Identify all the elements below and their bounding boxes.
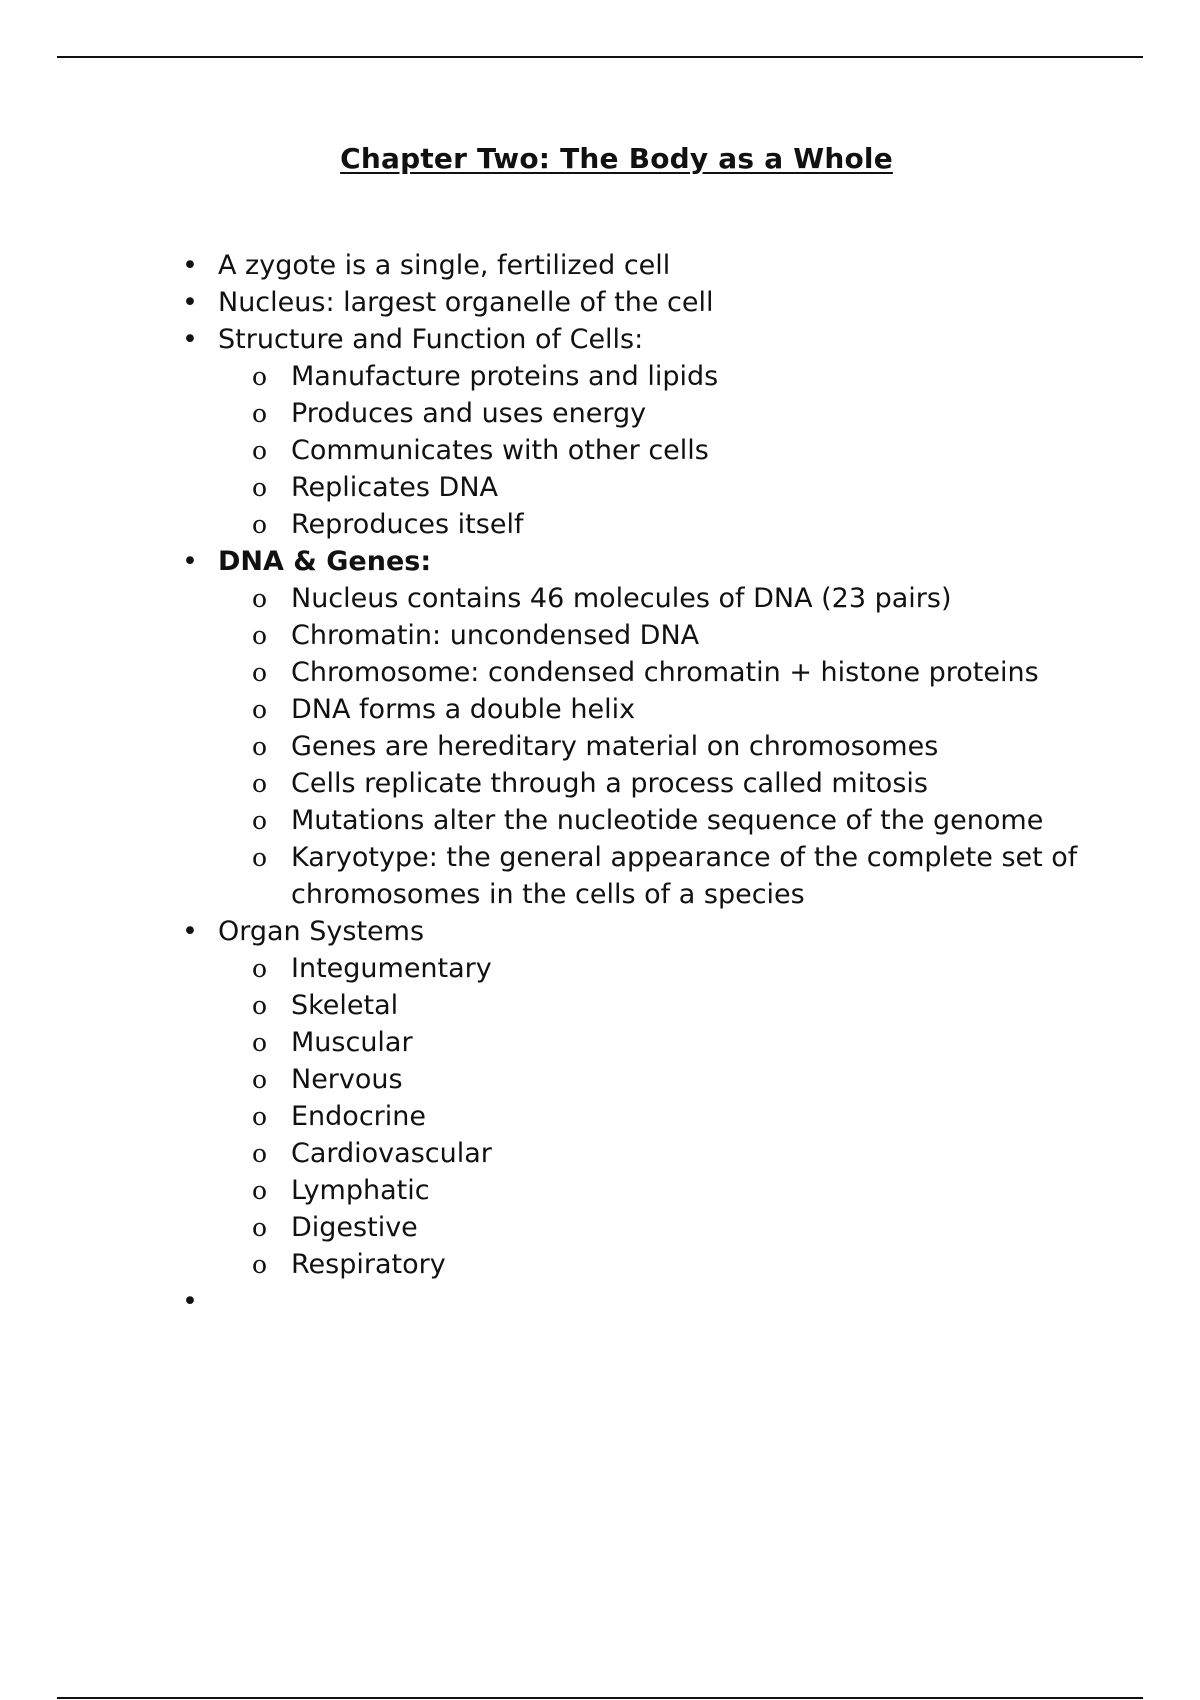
sub-list-item — [218, 1135, 1151, 1172]
bullet-list — [0, 247, 1200, 1317]
sub-list-item-text: Muscular — [291, 1027, 413, 1058]
sub-bullet-icon: o — [252, 991, 268, 1020]
sub-list-item-text: Cells replicate through a process called mitosis — [291, 768, 928, 799]
sub-bullet-icon: o — [252, 1028, 268, 1057]
bullet-icon: • — [182, 287, 198, 318]
sub-list-item-text: Endocrine — [291, 1101, 426, 1132]
sub-bullet-icon: o — [252, 732, 268, 761]
sub-bullet-icon: o — [252, 695, 268, 724]
sub-list-item-text: Manufacture proteins and lipids — [291, 361, 719, 392]
sub-list-item-text: Integumentary — [291, 953, 492, 984]
sub-list-item — [218, 691, 1151, 728]
list-item — [0, 284, 1200, 321]
sub-bullet-icon: o — [252, 769, 268, 798]
list-item — [0, 543, 1200, 913]
sub-list-item-text: Respiratory — [291, 1249, 446, 1280]
sub-list-item — [218, 802, 1151, 839]
sub-list-item — [218, 506, 1151, 543]
sub-bullet-icon: o — [252, 1102, 268, 1131]
page-title: Chapter Two: The Body as a Whole — [340, 142, 893, 175]
header-rule — [57, 56, 1143, 58]
sub-list-item-text: Cardiovascular — [291, 1138, 492, 1169]
sub-bullet-icon: o — [252, 399, 268, 428]
sub-list-item — [218, 1246, 1151, 1283]
sub-list-item — [218, 765, 1151, 802]
sub-bullet-icon: o — [252, 436, 268, 465]
sub-list-item — [218, 1209, 1151, 1246]
sub-bullet-icon: o — [252, 806, 268, 835]
sub-list-item-text: Chromatin: uncondensed DNA — [291, 620, 700, 651]
bullet-icon: • — [182, 250, 198, 281]
sub-bullet-icon: o — [252, 658, 268, 687]
sub-bullet-icon: o — [252, 473, 268, 502]
sub-list-item-text: Replicates DNA — [291, 472, 498, 503]
list-item — [0, 247, 1200, 284]
list-item — [0, 913, 1200, 1283]
sub-list-item — [218, 1172, 1151, 1209]
sub-list-item — [218, 950, 1151, 987]
sub-bullet-icon: o — [252, 1176, 268, 1205]
list-item — [0, 321, 1200, 543]
sub-bullet-icon: o — [252, 954, 268, 983]
sub-list-item — [218, 839, 1151, 913]
sub-list-item — [218, 1024, 1151, 1061]
sub-list-item-text: Genes are hereditary material on chromosomes — [291, 731, 939, 762]
footer-rule — [57, 1697, 1143, 1699]
list-item-text: Nucleus: largest organelle of the cell — [218, 287, 714, 318]
sub-list-item-text: Karyotype: the general appearance of the complete set of chromosomes in the cells of a species — [291, 842, 1078, 910]
sub-bullet-icon: o — [252, 1250, 268, 1279]
sub-list-item — [218, 469, 1151, 506]
sub-list — [218, 580, 1200, 913]
sub-bullet-icon: o — [252, 362, 268, 391]
sub-bullet-icon: o — [252, 510, 268, 539]
bullet-icon: • — [182, 1286, 198, 1317]
sub-bullet-icon: o — [252, 843, 268, 872]
bullet-icon: • — [182, 546, 198, 577]
sub-list-item-text: Produces and uses energy — [291, 398, 647, 429]
sub-bullet-icon: o — [252, 1139, 268, 1168]
sub-bullet-icon: o — [252, 1065, 268, 1094]
sub-list-item-text: DNA forms a double helix — [291, 694, 636, 725]
list-item-text: Structure and Function of Cells: — [218, 324, 644, 355]
sub-list-item — [218, 358, 1151, 395]
sub-list-item-text: Communicates with other cells — [291, 435, 709, 466]
sub-list-item — [218, 987, 1151, 1024]
sub-list — [218, 358, 1200, 543]
sub-list-item-text: Digestive — [291, 1212, 418, 1243]
sub-list-item — [218, 580, 1151, 617]
sub-list-item — [218, 395, 1151, 432]
sub-list-item — [218, 1098, 1151, 1135]
sub-list-item-text: Nucleus contains 46 molecules of DNA (23 pairs) — [291, 583, 952, 614]
list-item-text: DNA & Genes: — [218, 546, 432, 577]
sub-bullet-icon: o — [252, 584, 268, 613]
list-item-text: A zygote is a single, fertilized cell — [218, 250, 671, 281]
sub-list-item — [218, 654, 1151, 691]
sub-list — [218, 950, 1200, 1283]
sub-list-item — [218, 432, 1151, 469]
sub-list-item-text: Skeletal — [291, 990, 399, 1021]
sub-list-item-text: Chromosome: condensed chromatin + histone proteins — [291, 657, 1039, 688]
sub-list-item-text: Nervous — [291, 1064, 403, 1095]
sub-list-item — [218, 1061, 1151, 1098]
sub-list-item — [218, 617, 1151, 654]
sub-bullet-icon: o — [252, 621, 268, 650]
sub-bullet-icon: o — [252, 1213, 268, 1242]
list-item-text: Organ Systems — [218, 916, 425, 947]
bullet-icon: • — [182, 324, 198, 355]
sub-list-item — [218, 728, 1151, 765]
sub-list-item-text: Mutations alter the nucleotide sequence of the genome — [291, 805, 1044, 836]
sub-list-item-text: Reproduces itself — [291, 509, 524, 540]
sub-list-item-text: Lymphatic — [291, 1175, 430, 1206]
bullet-icon: • — [182, 916, 198, 947]
